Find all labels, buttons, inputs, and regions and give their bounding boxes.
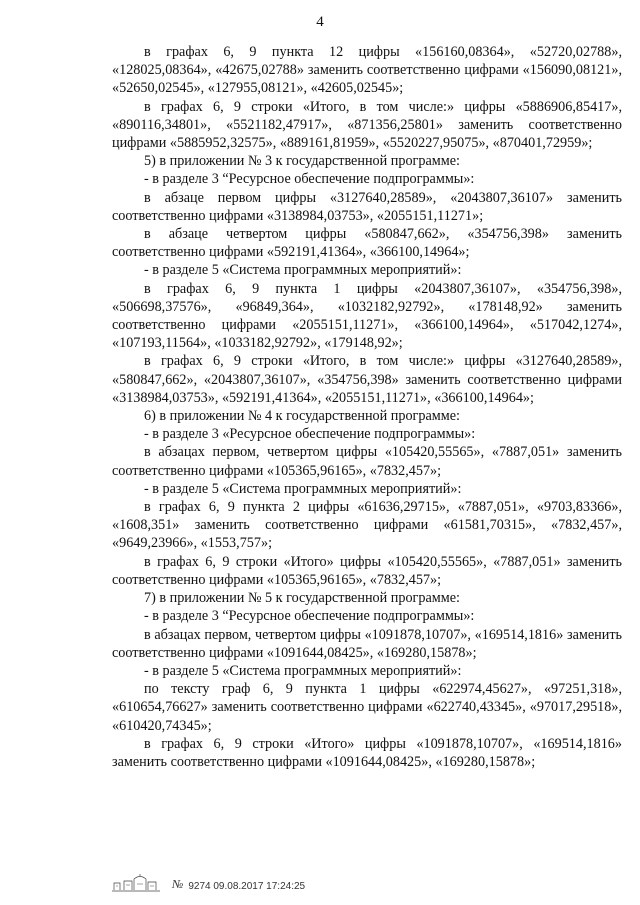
paragraph: в абзаце первом цифры «3127640,28589», «2043807,36107» заменить соответственно цифрами «3138984,03753», «2055151,11271»;: [112, 189, 622, 224]
number-sign: №: [172, 877, 184, 891]
registry-emblem-icon: [110, 874, 162, 892]
paragraph: по тексту граф 6, 9 пункта 1 цифры «622974,45627», «97251,318», «610654,76627» заменить соответственно цифрами «622740,43345», «97017,29518», «610420,74345»;: [112, 681, 622, 734]
document-footer: [110, 870, 305, 892]
paragraph: 6) в приложении № 4 к государственной программе:: [144, 408, 460, 425]
paragraph: в графах 6, 9 строки «Итого» цифры «1091878,10707», «169514,1816» заменить соответственно цифрами «1091644,08425», «169280,15878»;: [112, 735, 622, 770]
paragraph: в графах 6, 9 пункта 12 цифры «156160,08364», «52720,02788», «128025,08364», «42675,02788» заменить соответственно цифрами «156090,08121», «52650,02545», «127955,08121», «42605,02545»;: [112, 44, 622, 97]
paragraph: - в разделе 5 «Система программных мероприятий»:: [144, 662, 462, 679]
paragraph: 5) в приложении № 3 к государственной программе:: [144, 153, 460, 170]
paragraph: - в разделе 3 “Ресурсное обеспечение подпрограммы»:: [144, 171, 475, 188]
document-stamp: 9274 09.08.2017 17:24:25: [188, 881, 306, 892]
paragraph: - в разделе 3 “Ресурсное обеспечение подпрограммы»:: [144, 608, 475, 625]
page-number: 4: [316, 14, 324, 30]
paragraph: в абзацах первом, четвертом цифры «105420,55565», «7887,051» заменить соответственно цифрами «105365,96165», «7832,457»;: [112, 444, 622, 479]
paragraph: - в разделе 5 «Система программных мероприятий»:: [144, 480, 462, 497]
paragraph: - в разделе 3 «Ресурсное обеспечение подпрограммы»:: [144, 426, 476, 443]
paragraph: 7) в приложении № 5 к государственной программе:: [144, 590, 460, 607]
paragraph: в графах 6, 9 строки «Итого, в том числе:» цифры «3127640,28589», «580847,662», «2043807,36107», «354756,398» заменить соответственно цифрами «3138984,03753», «592191,41364», «2055151,11271», «366100,14964»;: [112, 353, 622, 406]
paragraph: в графах 6, 9 строки «Итого, в том числе:» цифры «5886906,85417», «890116,34801», «5521182,47917», «871356,25801» заменить соответственно цифрами «5885952,32575», «889161,81959», «5520227,95075», «870401,72959»;: [112, 98, 622, 152]
paragraph: - в разделе 5 «Система программных мероприятий»:: [144, 262, 462, 279]
paragraph: в графах 6, 9 пункта 2 цифры «61636,29715», «7887,051», «9703,83366», «1608,351» заменить соответственно цифрами «61581,70315», «7832,457», «9649,23966», «1553,757»;: [112, 499, 622, 552]
paragraph: в абзаце четвертом цифры «580847,662», «354756,398» заменить соответственно цифрами «592191,41364», «366100,14964»;: [112, 226, 622, 261]
paragraph: в графах 6, 9 строки «Итого» цифры «105420,55565», «7887,051» заменить соответственно цифрами «105365,96165», «7832,457»;: [112, 553, 622, 588]
paragraph: в графах 6, 9 пункта 1 цифры «2043807,36107», «354756,398», «506698,37576», «96849,364», «1032182,92792», «178148,92» заменить соответственно цифрами «2055151,11271», «366100,14964», «517042,1274», «107193,11564», «1033182,92792», «179148,92»;: [112, 280, 622, 352]
paragraph: в абзацах первом, четвертом цифры «1091878,10707», «169514,1816» заменить соответственно цифрами «1091644,08425», «169280,15878»;: [112, 626, 622, 661]
document-body: [112, 43, 622, 771]
